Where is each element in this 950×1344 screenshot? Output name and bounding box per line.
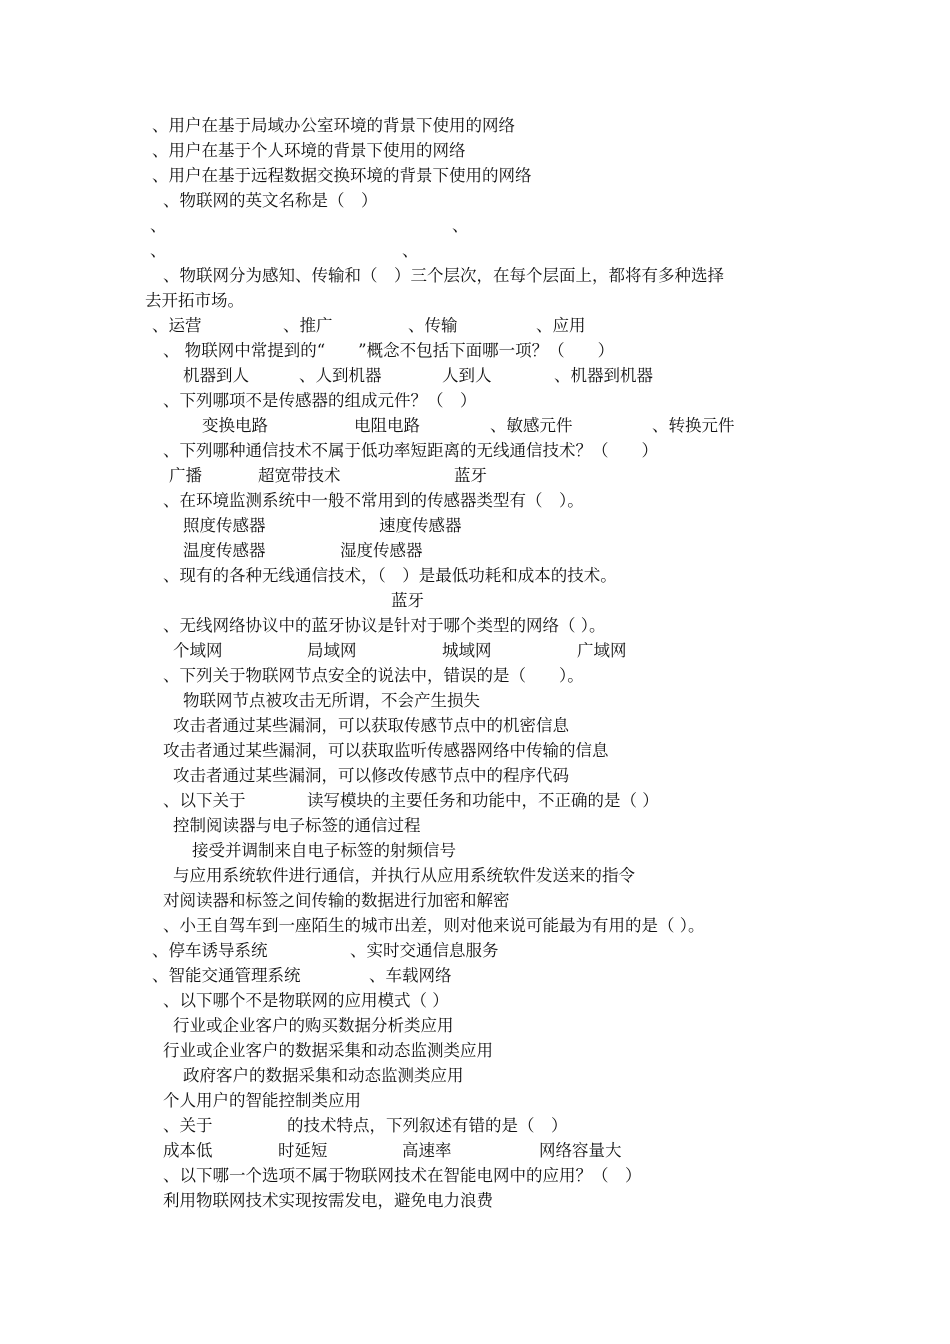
text-line: 、运营 [152, 316, 202, 335]
text-line: 电阻电路 [354, 416, 420, 435]
text-line: 成本低 [163, 1141, 213, 1160]
text-line: 广播 [169, 466, 202, 485]
text-line: 高速率 [402, 1141, 452, 1160]
text-line: 、 物联网中常提到的“ ”概念不包括下面哪一项？（ ） [163, 341, 615, 360]
text-line: 蓝牙 [454, 466, 487, 485]
text-line: 、停车诱导系统 [152, 941, 268, 960]
text-line: 对阅读器和标签之间传输的数据进行加密和解密 [163, 891, 510, 910]
text-line: 个域网 [173, 641, 223, 660]
text-line: 与应用系统软件进行通信，并执行从应用系统软件发送来的指令 [173, 866, 635, 885]
text-line: 、智能交通管理系统 [152, 966, 301, 985]
text-line: 、人到机器 [299, 366, 382, 385]
text-line: 读写模块的主要任务和功能中，不正确的是（ ） [307, 791, 659, 810]
text-line: 、转换元件 [652, 416, 735, 435]
text-line: 、无线网络协议中的蓝牙协议是针对于哪个类型的网络（ ）。 [163, 616, 606, 635]
text-line: 物联网节点被攻击无所谓，不会产生损失 [183, 691, 480, 710]
text-line: 、下列关于物联网节点安全的说法中，错误的是（ ）。 [163, 666, 584, 685]
text-line: 、以下关于 [163, 791, 246, 810]
text-line: 、以下哪一个选项不属于物联网技术在智能电网中的应用？（ ） [163, 1166, 642, 1185]
text-line: 网络容量大 [539, 1141, 622, 1160]
text-line: 、用户在基于个人环境的背景下使用的网络 [152, 141, 466, 160]
text-line: 速度传感器 [379, 516, 462, 535]
text-line: 攻击者通过某些漏洞，可以获取传感节点中的机密信息 [173, 716, 569, 735]
text-line: 、机器到机器 [554, 366, 653, 385]
text-line: 湿度传感器 [340, 541, 423, 560]
text-line: 、用户在基于远程数据交换环境的背景下使用的网络 [152, 166, 532, 185]
text-line: 、关于 [163, 1116, 213, 1135]
text-line: 、物联网分为感知、传输和（ ）三个层次，在每个层面上，都将有多种选择 [163, 266, 724, 285]
text-line: 行业或企业客户的购买数据分析类应用 [173, 1016, 454, 1035]
text-line: 、实时交通信息服务 [350, 941, 499, 960]
text-line: 、敏感元件 [490, 416, 573, 435]
text-line: 人到人 [442, 366, 492, 385]
text-line: 、物联网的英文名称是（ ） [163, 191, 378, 210]
text-line: 接受并调制来自电子标签的射频信号 [192, 841, 456, 860]
text-line: 政府客户的数据采集和动态监测类应用 [183, 1066, 464, 1085]
text-line: 利用物联网技术实现按需发电，避免电力浪费 [163, 1191, 493, 1210]
text-line: 攻击者通过某些漏洞，可以修改传感节点中的程序代码 [173, 766, 569, 785]
text-line: 控制阅读器与电子标签的通信过程 [173, 816, 421, 835]
text-line: 去开拓市场。 [145, 291, 244, 310]
text-line: 、应用 [536, 316, 586, 335]
text-line: 、 [150, 241, 167, 260]
text-line: 行业或企业客户的数据采集和动态监测类应用 [163, 1041, 493, 1060]
text-line: 、下列哪种通信技术不属于低功率短距离的无线通信技术？（ ） [163, 441, 658, 460]
text-line: 、车载网络 [369, 966, 452, 985]
text-line: 、 [402, 241, 419, 260]
text-line: 局域网 [307, 641, 357, 660]
text-line: 、传输 [408, 316, 458, 335]
text-line: 温度传感器 [183, 541, 266, 560]
text-line: 攻击者通过某些漏洞，可以获取监听传感器网络中传输的信息 [163, 741, 609, 760]
text-line: 、下列哪项不是传感器的组成元件？（ ） [163, 391, 477, 410]
text-line: 、 [150, 216, 167, 235]
text-line: 广域网 [577, 641, 627, 660]
text-line: 时延短 [278, 1141, 328, 1160]
text-line: 照度传感器 [183, 516, 266, 535]
text-line: 机器到人 [183, 366, 249, 385]
text-line: 蓝牙 [391, 591, 424, 610]
text-line: 变换电路 [202, 416, 268, 435]
text-line: 超宽带技术 [258, 466, 341, 485]
text-line: 个人用户的智能控制类应用 [163, 1091, 361, 1110]
text-line: 、推广 [283, 316, 333, 335]
text-line: 、在环境监测系统中一般不常用到的传感器类型有（ ）。 [163, 491, 584, 510]
text-line: 、 [452, 216, 469, 235]
text-line: 的技术特点，下列叙述有错的是（ ） [287, 1116, 568, 1135]
text-line: 、用户在基于局域办公室环境的背景下使用的网络 [152, 116, 515, 135]
text-line: 城域网 [442, 641, 492, 660]
text-line: 、现有的各种无线通信技术，（ ）是最低功耗和成本的技术。 [163, 566, 617, 585]
text-line: 、小王自驾车到一座陌生的城市出差，则对他来说可能最为有用的是（ ）。 [163, 916, 705, 935]
text-line: 、以下哪个不是物联网的应用模式（ ） [163, 991, 449, 1010]
